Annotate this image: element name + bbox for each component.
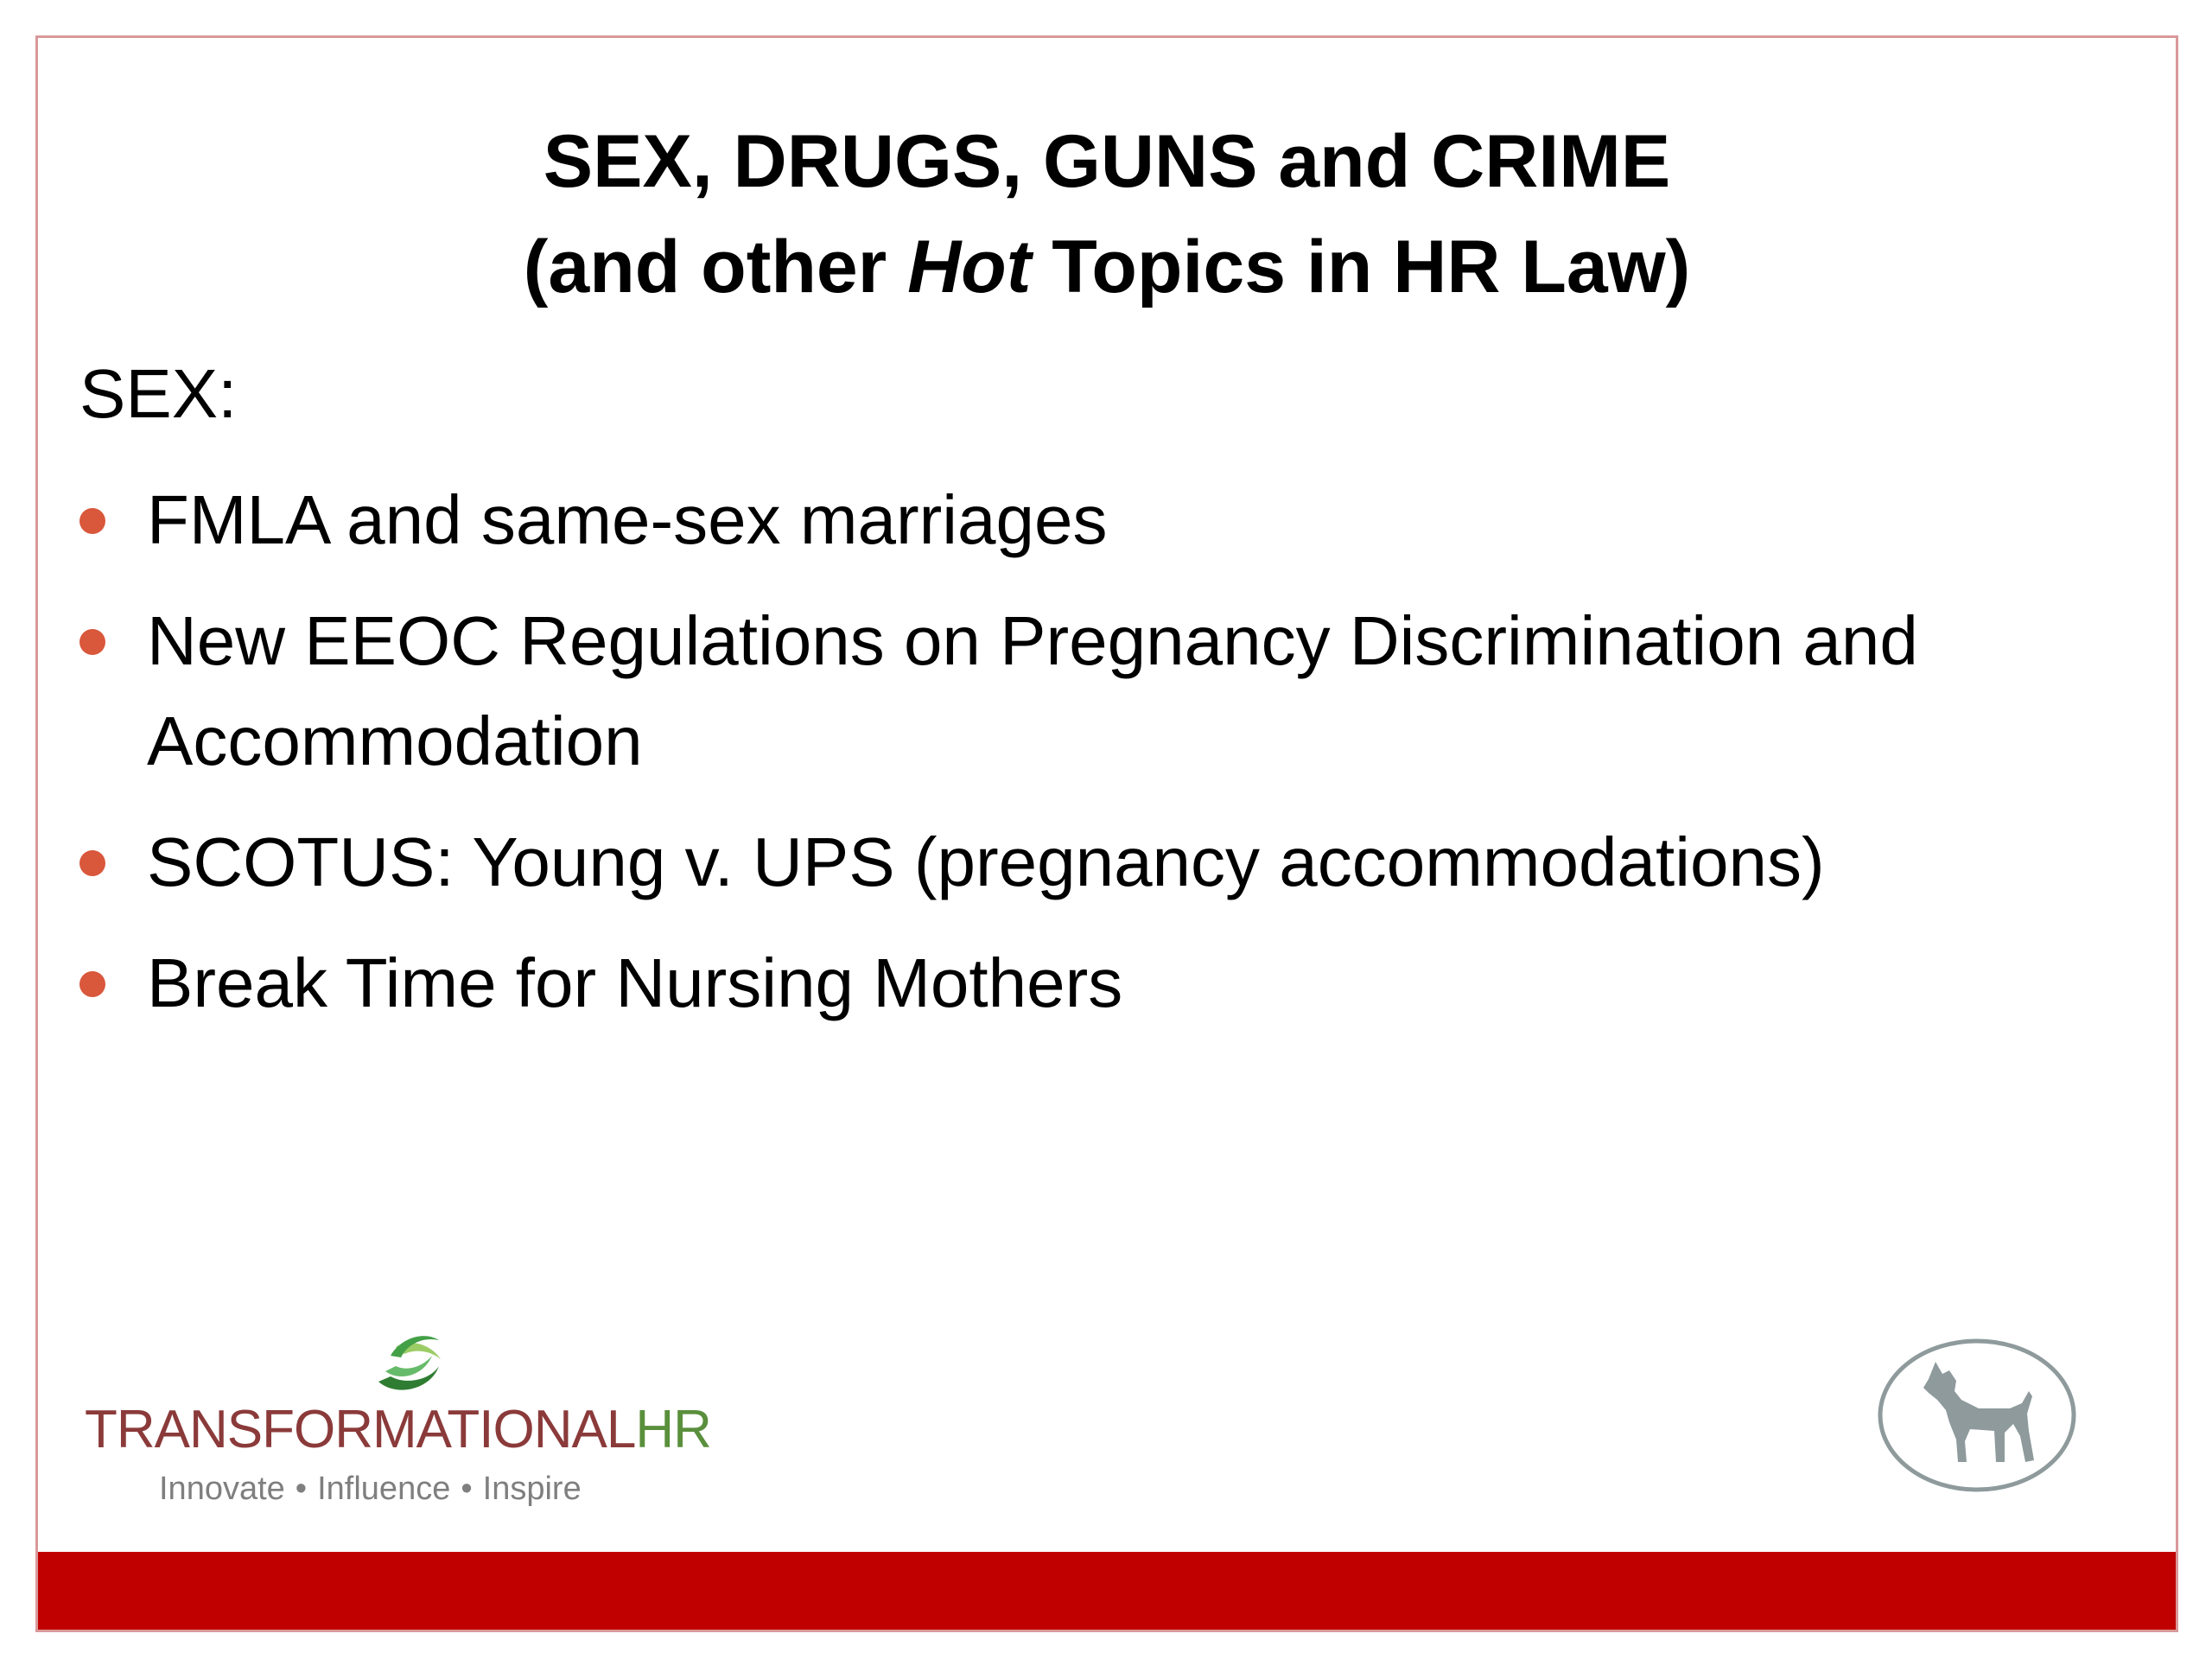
section-heading: SEX:	[79, 355, 238, 432]
bullet-text: New EEOC Regulations on Pregnancy Discrimination and Accommodation	[147, 602, 1918, 779]
tagline-separator: •	[295, 1471, 308, 1507]
title-line-2-italic: Hot	[907, 226, 1032, 308]
dog-emblem-icon	[1875, 1336, 2079, 1495]
bullet-item	[79, 933, 2101, 1033]
title-line-1: SEX, DRUGS, GUNS and CRIME	[543, 120, 1671, 203]
bullet-text: SCOTUS: Young v. UPS (pregnancy accommodations)	[147, 823, 1825, 900]
bullet-dot-icon	[79, 971, 105, 997]
bullet-dot-icon	[79, 850, 105, 876]
slide-title	[38, 109, 2176, 320]
logo-wordmark-accent: HR	[635, 1400, 711, 1459]
tagline-separator: •	[461, 1471, 473, 1507]
slide	[35, 35, 2178, 1632]
title-line-2-prefix: (and other	[523, 226, 908, 308]
title-line-2-suffix: Topics in HR Law)	[1031, 226, 1691, 308]
transformational-hr-logo	[85, 1321, 711, 1511]
logo-wordmark-primary: TRANSFORMATIONAL	[85, 1400, 636, 1459]
logo-wordmark	[85, 1397, 711, 1463]
bullet-dot-icon	[79, 508, 105, 534]
title-line-2	[38, 214, 2176, 320]
green-swirl-icon	[361, 1321, 448, 1399]
tagline-inspire: Inspire	[482, 1471, 582, 1507]
tagline-influence: Influence	[317, 1471, 451, 1507]
bullet-text: FMLA and same-sex marriages	[147, 481, 1108, 558]
bullet-item	[79, 470, 2101, 570]
bullet-item	[79, 812, 2101, 912]
bullet-item	[79, 591, 2101, 791]
bullet-dot-icon	[79, 629, 105, 655]
tagline-innovate: Innovate	[159, 1471, 285, 1507]
bottom-bar	[38, 1552, 2176, 1630]
bullet-list	[79, 470, 2101, 1054]
logo-tagline	[159, 1468, 582, 1510]
bullet-text: Break Time for Nursing Mothers	[147, 944, 1123, 1021]
